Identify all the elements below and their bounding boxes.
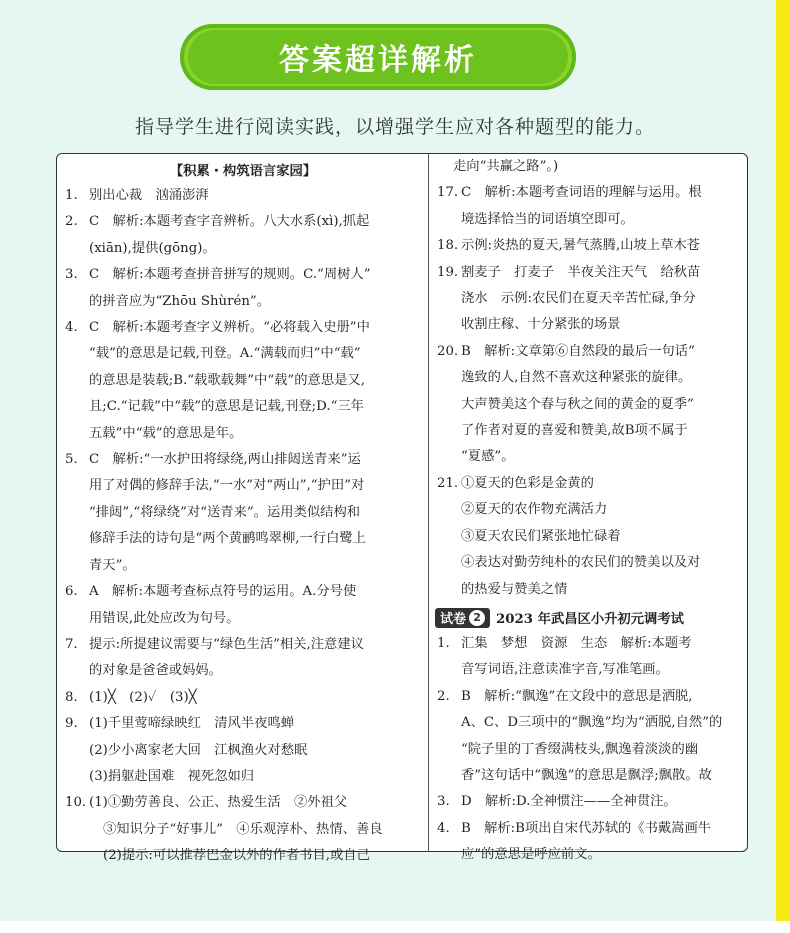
answer-item xyxy=(435,339,755,365)
answer-item xyxy=(63,447,423,473)
answer-text: B 解析:文章第⑥自然段的最后一句话“ xyxy=(461,343,695,359)
answer-text: (1)①勤劳善良、公正、热爱生活 ②外祖父 xyxy=(89,795,348,811)
bottom-edge xyxy=(0,921,790,933)
answer-text-line: (2)提示:可以推荐巴金以外的作者书目,或自己 xyxy=(103,848,370,864)
answer-item xyxy=(63,579,423,605)
answer-item xyxy=(63,183,423,209)
answer-text: C 解析:本题考查拼音拼写的规则。C.“周树人” xyxy=(89,267,371,283)
answer-text-line: 浇水 示例:农民们在夏天辛苦忙碌,争分 xyxy=(461,291,696,307)
answer-text: 别出心裁 汹涌澎湃 xyxy=(89,188,209,203)
answer-text-line: “夏感”。 xyxy=(461,449,515,465)
answer-number: 20. xyxy=(437,343,459,359)
answer-text: C 解析:本题考查字义辨析。“必将载入史册”中 xyxy=(89,320,370,336)
answer-number: 2. xyxy=(65,214,78,230)
answer-text: (1)千里莺啼绿映红 清风半夜鸣蝉 xyxy=(89,716,294,732)
answer-text: C 解析:本题考查词语的理解与运用。根 xyxy=(461,185,702,201)
answer-number: 9. xyxy=(65,716,78,732)
paper-number: 2 xyxy=(469,610,485,626)
answer-number: 2. xyxy=(437,688,450,704)
answer-item xyxy=(435,789,755,815)
answer-text-line: “院子里的丁香缀满枝头,飘逸着淡淡的幽 xyxy=(461,741,699,757)
subtitle: 指导学生进行阅读实践，以增强学生应对各种题型的能力。 xyxy=(134,116,655,138)
answer-text-line: ③夏天农民们紧张地忙碌着 xyxy=(461,528,621,544)
answer-text-line: ③知识分子“好事儿” ④乐观淳朴、热情、善良 xyxy=(103,821,383,837)
answer-text: B 解析:B项出自宋代苏轼的《书戴嵩画牛 xyxy=(461,820,712,836)
answer-page-excerpt xyxy=(56,153,748,864)
answer-text-line: (xiān),提供(gōng)。 xyxy=(89,240,216,256)
answer-item xyxy=(435,684,755,710)
answer-text-line: 青天”。 xyxy=(89,557,136,573)
answer-text-line: 修辞手法的诗句是“两个黄鹂鸣翠柳,一行白鹭上 xyxy=(89,531,366,547)
answer-text-line: 五载”中“载”的意思是年。 xyxy=(89,425,243,441)
answer-number: 5. xyxy=(65,452,78,468)
answer-number: 8. xyxy=(65,689,78,705)
answer-text: 示例:炎热的夏天,暑气蒸腾,山坡上草木苍 xyxy=(461,238,700,254)
answer-number: 19. xyxy=(437,264,459,280)
answer-item xyxy=(63,262,423,288)
paper-heading xyxy=(435,605,755,631)
answer-text-line: A、C、D三项中的“飘逸”均为“洒脱,自然”的 xyxy=(461,715,723,731)
answer-item xyxy=(63,632,423,658)
left-column xyxy=(63,154,423,864)
right-column xyxy=(435,154,755,863)
answer-text-line: 且;C.“记载”中“载”的意思是记载,刊登;D.“三年 xyxy=(89,399,364,415)
answer-text-line: 的意思是装载;B.“载歌载舞”中“载”的意思是又, xyxy=(89,372,365,388)
answer-number: 6. xyxy=(65,584,78,600)
answer-number: 17. xyxy=(437,185,459,201)
yellow-edge-stripe xyxy=(776,0,790,933)
answer-item xyxy=(435,260,755,286)
answer-item xyxy=(435,233,755,259)
answer-number: 10. xyxy=(65,795,87,811)
answer-text-line: 逸致的人,自然不喜欢这种紧张的旋律。 xyxy=(461,370,692,386)
answer-text-line: 香”这句话中“飘逸”的意思是飘浮;飘散。故 xyxy=(461,767,712,783)
answer-number: 18. xyxy=(437,238,459,254)
paper-title: 2023 年武昌区小升初元调考试 xyxy=(496,612,684,628)
answer-item xyxy=(63,711,423,737)
answer-text-line: 应”的意思是呼应前文。 xyxy=(461,847,601,863)
paper-tag-label: 试卷 xyxy=(440,612,467,628)
answer-text-line: (3)捐躯赴国难 视死忽如归 xyxy=(89,768,255,784)
continued-line: 走向“共赢之路”。) xyxy=(453,159,559,174)
answer-number: 4. xyxy=(65,320,78,336)
answer-text-line: 大声赞美这个春与秋之间的黄金的夏季” xyxy=(461,396,694,412)
answer-text-line: 收割庄稼、十分紧张的场景 xyxy=(461,317,621,333)
answer-number: 1. xyxy=(65,188,78,203)
answer-text: (1)╳ (2)✓ (3)╳ xyxy=(89,689,197,705)
answer-number: 4. xyxy=(437,820,450,836)
answer-text-line: 境选择恰当的词语填空即可。 xyxy=(461,211,634,227)
answer-text-line: ②夏天的农作物充满活力 xyxy=(461,502,608,518)
answer-text: B 解析:“飘逸”在文段中的意思是洒脱, xyxy=(461,688,693,704)
answer-text-line: 用了对偶的修辞手法,“一水”对“两山”,“护田”对 xyxy=(89,478,365,494)
answer-text: A 解析:本题考查标点符号的运用。A.分号使 xyxy=(89,584,357,600)
answer-number: 21. xyxy=(437,475,459,491)
answer-item xyxy=(63,790,423,816)
answer-text: ①夏天的色彩是金黄的 xyxy=(461,475,594,491)
answer-item xyxy=(435,180,755,206)
column-divider xyxy=(428,154,429,851)
answer-number: 7. xyxy=(65,636,78,652)
answer-number: 3. xyxy=(65,267,78,283)
answer-number: 3. xyxy=(437,794,450,810)
answer-text: 提示:所提建议需要与“绿色生活”相关,注意建议 xyxy=(89,636,364,652)
answer-text: 汇集 梦想 资源 生态 解析:本题考 xyxy=(461,635,692,651)
answer-text: 割麦子 打麦子 半夜关注天气 给秋苗 xyxy=(461,264,701,280)
answer-item xyxy=(435,631,755,657)
answer-text-line: 用错误,此处应改为句号。 xyxy=(89,610,240,626)
answer-item xyxy=(63,685,423,711)
answer-text-line: 的拼音应为“Zhōu Shùrén”。 xyxy=(89,293,271,309)
answer-text: C 解析:本题考查字音辨析。八大水系(xì),抓起 xyxy=(89,214,370,230)
answer-item xyxy=(435,816,755,842)
answer-text-line: 音写词语,注意读准字音,写准笔画。 xyxy=(461,662,669,678)
answer-item xyxy=(63,315,423,341)
answer-item xyxy=(63,209,423,235)
answer-text-line: 了作者对夏的喜爱和赞美,故B项不属于 xyxy=(461,423,688,439)
answer-text-line: ④表达对勤劳纯朴的农民们的赞美以及对 xyxy=(461,555,701,571)
answer-text: D 解析:D.全神惯注——全神贯注。 xyxy=(461,794,677,810)
answer-text-line: “载”的意思是记载,刊登。A.“满载而归”中“载” xyxy=(89,346,361,362)
answer-number: 1. xyxy=(437,635,450,651)
answer-text-line: “排闼”,“将绿绕”对“送青来”。运用类似结构和 xyxy=(89,504,361,520)
answer-text-line: 的热爱与赞美之情 xyxy=(461,581,568,597)
answer-text-line: (2)少小离家老大回 江枫渔火对愁眠 xyxy=(89,742,308,758)
paper-tag xyxy=(435,608,490,628)
answer-item xyxy=(435,471,755,497)
answer-text: C 解析:“一水护田将绿绕,两山排闼送青来”运 xyxy=(89,452,361,468)
header-title: 答案超详解析 xyxy=(188,30,568,84)
answer-text-line: 的对象是爸爸或妈妈。 xyxy=(89,663,222,679)
section-title: 【积累・构筑语言家园】 xyxy=(169,164,317,179)
